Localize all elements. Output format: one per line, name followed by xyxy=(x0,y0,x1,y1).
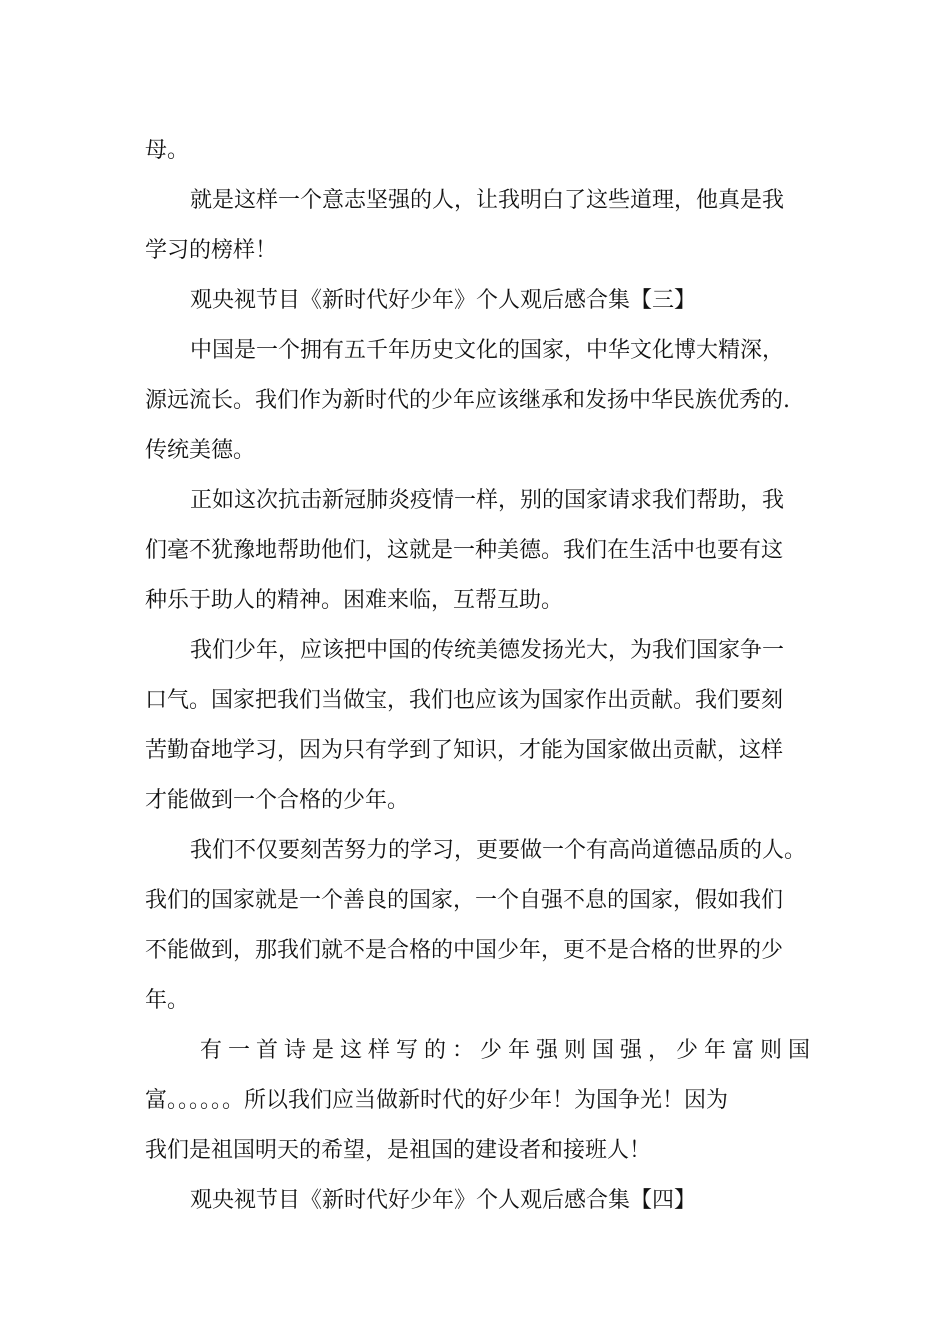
section-heading: 观央视节目《新时代好少年》个人观后感合集【四】 xyxy=(190,1188,697,1213)
text-line: 富。。。。。。所以我们应当做新时代的好少年！为国争光！因为 xyxy=(145,1088,729,1113)
text-line: 们毫不犹豫地帮助他们，这就是一种美德。我们在生活中也要有这 xyxy=(145,538,784,563)
text-line: 口气。国家把我们当做宝，我们也应该为国家作出贡献。我们要刻 xyxy=(145,688,784,713)
text-line: 母。 xyxy=(145,138,190,163)
text-line: 中国是一个拥有五千年历史文化的国家，中华文化博大精深， xyxy=(190,338,785,363)
text-line: 有一首诗是这样写的：少年强则国强，少年富则国 xyxy=(200,1038,810,1063)
text-line: 我们不仅要刻苦努力的学习，更要做一个有高尚道德品质的人。 xyxy=(190,838,807,863)
text-line: 就是这样一个意志坚强的人，让我明白了这些道理，他真是我 xyxy=(190,188,785,213)
text-line: 种乐于助人的精神。困难来临，互帮互助。 xyxy=(145,588,564,613)
text-line: 我们是祖国明天的希望，是祖国的建设者和接班人！ xyxy=(145,1138,652,1163)
text-line: 我们的国家就是一个善良的国家，一个自强不息的国家，假如我们 xyxy=(145,888,784,913)
text-line: 学习的榜样！ xyxy=(145,238,278,263)
text-line: 源远流长。我们作为新时代的少年应该继承和发扬中华民族优秀的. xyxy=(145,388,790,413)
text-line: 年。 xyxy=(145,988,190,1013)
section-heading: 观央视节目《新时代好少年》个人观后感合集【三】 xyxy=(190,288,697,313)
text-line: 不能做到，那我们就不是合格的中国少年，更不是合格的世界的少 xyxy=(145,938,784,963)
text-line: 才能做到一个合格的少年。 xyxy=(145,788,410,813)
text-line: 苦勤奋地学习，因为只有学到了知识，才能为国家做出贡献，这样 xyxy=(145,738,784,763)
text-line: 正如这次抗击新冠肺炎疫情一样，别的国家请求我们帮助，我 xyxy=(190,488,785,513)
text-line: 我们少年，应该把中国的传统美德发扬光大，为我们国家争一 xyxy=(190,638,785,663)
text-line: 传统美德。 xyxy=(145,438,256,463)
